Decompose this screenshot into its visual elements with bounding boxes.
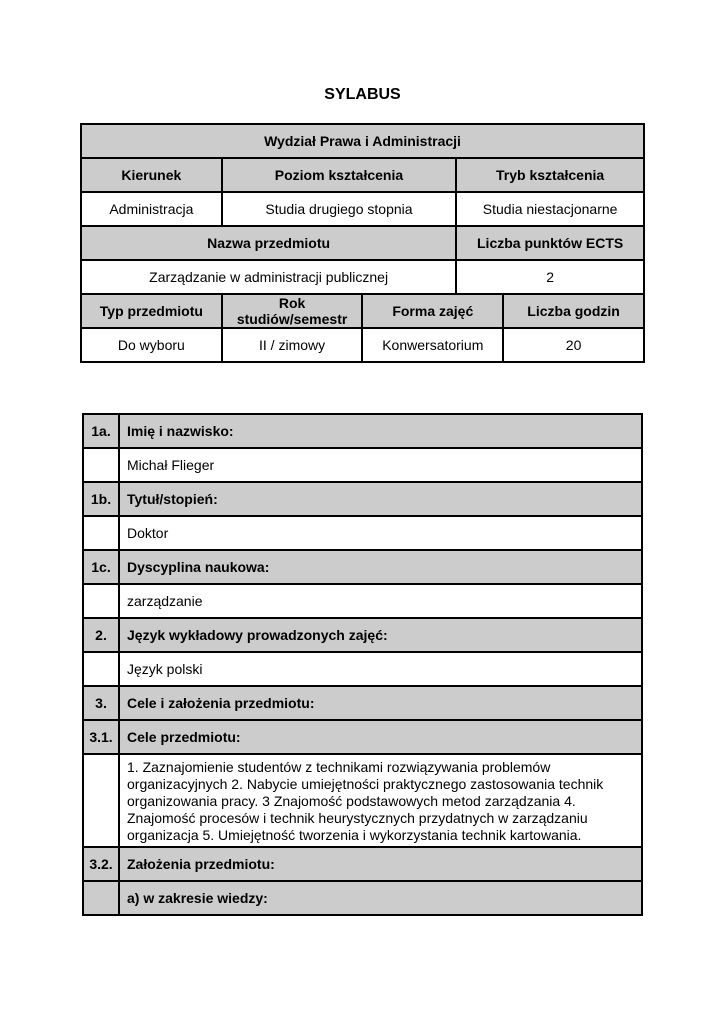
section-label: Cele i założenia przedmiotu: [119,686,642,720]
section-value: zarządzanie [119,584,642,618]
value-poziom: Studia drugiego stopnia [222,192,457,226]
header-rok: Rok studiów/semestr [222,294,363,328]
section-number [83,881,119,915]
header-tryb: Tryb kształcenia [456,158,644,192]
header-poziom: Poziom kształcenia [222,158,457,192]
section-value: Język polski [119,652,642,686]
course-info-table [80,123,645,363]
section-number: 3.2. [83,847,119,881]
syllabus-sections-table [82,413,643,916]
value-ects: 2 [456,260,644,294]
header-nazwa-przedmiotu: Nazwa przedmiotu [81,226,456,260]
header-godziny: Liczba godzin [503,294,644,328]
value-rok: II / zimowy [222,328,363,362]
faculty-name: Wydział Prawa i Administracji [81,124,644,158]
header-ects: Liczba punktów ECTS [456,226,644,260]
section-label: a) w zakresie wiedzy: [119,881,642,915]
section-number: 1b. [83,482,119,516]
section-number: 1c. [83,550,119,584]
value-tryb: Studia niestacjonarne [456,192,644,226]
section-number: 3. [83,686,119,720]
section-label: Język wykładowy prowadzonych zajęć: [119,618,642,652]
value-nazwa-przedmiotu: Zarządzanie w administracji publicznej [81,260,456,294]
section-label: Założenia przedmiotu: [119,847,642,881]
section-label: Cele przedmiotu: [119,720,642,754]
section-label: Tytuł/stopień: [119,482,642,516]
section-number: 1a. [83,414,119,448]
section-value: Michał Flieger [119,448,642,482]
value-forma: Konwersatorium [362,328,503,362]
section-label: Dyscyplina naukowa: [119,550,642,584]
header-typ: Typ przedmiotu [81,294,222,328]
section-number: 3.1. [83,720,119,754]
section-value: 1. Zaznajomienie studentów z technikami rozwiązywania problemów organizacyjnych 2. Nabycie umiejętności praktycznego zastosowania technik organizowania pracy. 3 Znajomość podstawowych metod zarządzania 4. Znajomość procesów i technik heurystycznych przydatnych w zarządzaniu organizacja 5. Umiejętność tworzenia i wykorzystania technik kartowania. [119,754,642,847]
document-title: SYLABUS [324,86,401,103]
section-label: Imię i nazwisko: [119,414,642,448]
section-value: Doktor [119,516,642,550]
value-typ: Do wyboru [81,328,222,362]
section-number: 2. [83,618,119,652]
header-forma: Forma zajęć [362,294,503,328]
value-kierunek: Administracja [81,192,222,226]
value-godziny: 20 [503,328,644,362]
header-kierunek: Kierunek [81,158,222,192]
